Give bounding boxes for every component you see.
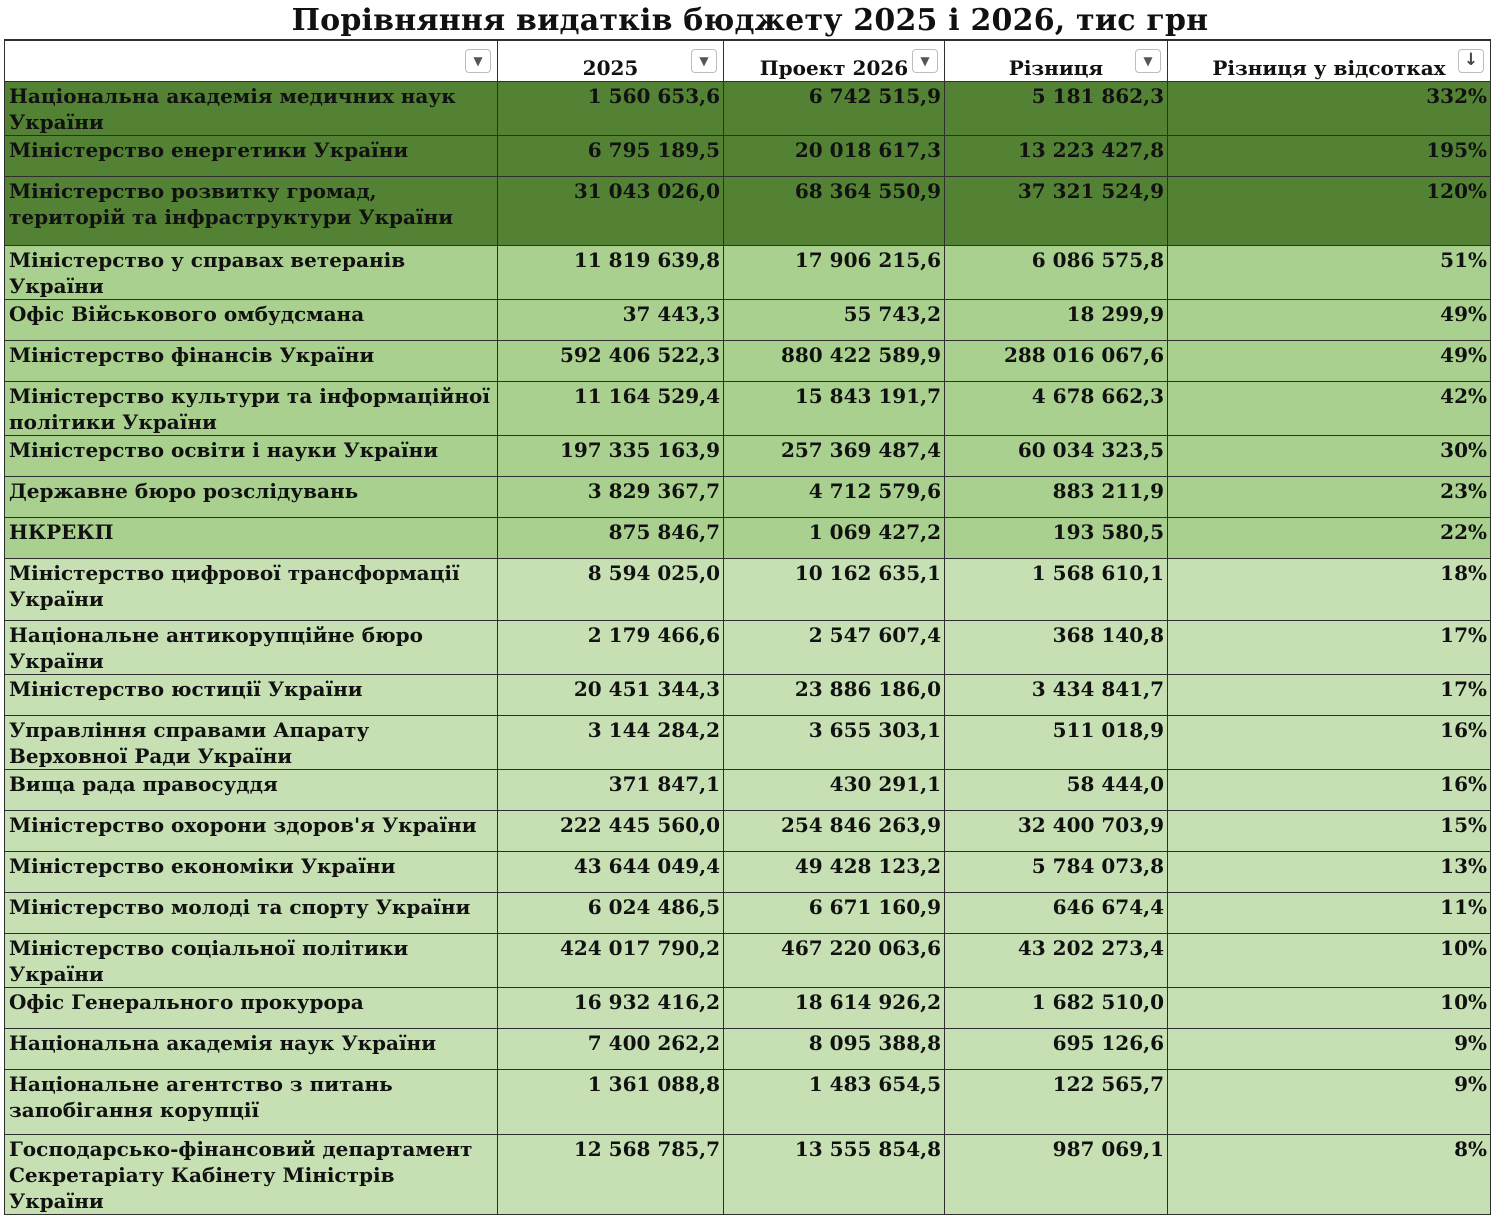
cell-percent[interactable]: 10% [1168,988,1491,1029]
column-header-diff[interactable] [945,40,1168,82]
cell-2026[interactable]: 17 906 215,6 [724,246,945,300]
column-header-percent[interactable] [1168,40,1491,82]
cell-department[interactable]: Управління справами Апарату Верховної Ради України [5,716,498,770]
cell-department[interactable]: Міністерство економіки України [5,852,498,893]
cell-2026[interactable]: 49 428 123,2 [724,852,945,893]
cell-2025[interactable]: 424 017 790,2 [498,934,724,988]
cell-department[interactable]: Державне бюро розслідувань [5,477,498,518]
cell-2025[interactable]: 875 846,7 [498,518,724,559]
cell-2025[interactable]: 2 179 466,6 [498,621,724,675]
cell-difference[interactable]: 60 034 323,5 [945,436,1168,477]
cell-department[interactable]: Вища рада правосуддя [5,770,498,811]
page-title: Порівняння видатків бюджету 2025 і 2026, тис грн [291,3,1209,38]
column-header-label: Різниця [1008,56,1104,80]
cell-2025[interactable]: 43 644 049,4 [498,852,724,893]
cell-percent[interactable]: 22% [1168,518,1491,559]
cell-department[interactable]: НКРЕКП [5,518,498,559]
filter-dropdown-icon[interactable]: ▼ [691,49,717,73]
cell-percent[interactable]: 8% [1168,1135,1491,1215]
cell-difference[interactable]: 511 018,9 [945,716,1168,770]
table-row [5,1029,1491,1070]
cell-2026[interactable]: 68 364 550,9 [724,177,945,246]
cell-department[interactable]: Національне антикорупційне бюро України [5,621,498,675]
table-row [5,136,1491,177]
cell-2026[interactable]: 18 614 926,2 [724,988,945,1029]
cell-2026[interactable]: 1 483 654,5 [724,1070,945,1135]
cell-percent[interactable]: 10% [1168,934,1491,988]
cell-percent[interactable]: 49% [1168,300,1491,341]
cell-2026[interactable]: 254 846 263,9 [724,811,945,852]
cell-difference[interactable]: 5 181 862,3 [945,82,1168,136]
cell-department[interactable]: Міністерство юстиції України [5,675,498,716]
column-header-name[interactable] [5,40,498,82]
cell-2025[interactable]: 7 400 262,2 [498,1029,724,1070]
cell-difference[interactable]: 37 321 524,9 [945,177,1168,246]
cell-2025[interactable]: 6 024 486,5 [498,893,724,934]
cell-2025[interactable]: 197 335 163,9 [498,436,724,477]
cell-department[interactable]: Міністерство освіти і науки України [5,436,498,477]
cell-department[interactable]: Міністерство охорони здоров'я України [5,811,498,852]
cell-2026[interactable]: 6 742 515,9 [724,82,945,136]
cell-department[interactable]: Національне агентство з питань запобігання корупції [5,1070,498,1135]
cell-difference[interactable]: 13 223 427,8 [945,136,1168,177]
table-row [5,436,1491,477]
cell-2025[interactable]: 592 406 522,3 [498,341,724,382]
header-row [5,40,1491,82]
cell-difference[interactable]: 883 211,9 [945,477,1168,518]
cell-2026[interactable]: 430 291,1 [724,770,945,811]
cell-department[interactable]: Міністерство цифрової трансформації України [5,559,498,621]
cell-2025[interactable]: 8 594 025,0 [498,559,724,621]
filter-dropdown-icon[interactable]: ▼ [1135,49,1161,73]
cell-department[interactable]: Міністерство у справах ветеранів України [5,246,498,300]
table-row [5,621,1491,675]
cell-2025[interactable]: 37 443,3 [498,300,724,341]
cell-2026[interactable]: 1 069 427,2 [724,518,945,559]
cell-2026[interactable]: 23 886 186,0 [724,675,945,716]
cell-2026[interactable]: 20 018 617,3 [724,136,945,177]
sort-descending-icon[interactable]: ↓ [1458,49,1484,73]
cell-percent[interactable]: 23% [1168,477,1491,518]
cell-difference[interactable]: 18 299,9 [945,300,1168,341]
cell-2025[interactable]: 6 795 189,5 [498,136,724,177]
cell-difference[interactable]: 695 126,6 [945,1029,1168,1070]
cell-department[interactable]: Міністерство розвитку громад, територій та інфраструктури України [5,177,498,246]
budget-table [4,39,1491,1215]
cell-percent[interactable]: 42% [1168,382,1491,436]
cell-2026[interactable]: 880 422 589,9 [724,341,945,382]
cell-2026[interactable]: 13 555 854,8 [724,1135,945,1215]
cell-2025[interactable]: 371 847,1 [498,770,724,811]
cell-department[interactable]: Міністерство молоді та спорту України [5,893,498,934]
cell-department[interactable]: Національна академія медичних наук України [5,82,498,136]
cell-percent[interactable]: 13% [1168,852,1491,893]
column-header-label: Проект 2026 [759,56,909,80]
cell-difference[interactable]: 193 580,5 [945,518,1168,559]
column-header-2025[interactable] [498,40,724,82]
cell-percent[interactable]: 17% [1168,621,1491,675]
cell-2025[interactable]: 3 829 367,7 [498,477,724,518]
cell-difference[interactable]: 3 434 841,7 [945,675,1168,716]
table-row [5,300,1491,341]
cell-difference[interactable]: 43 202 273,4 [945,934,1168,988]
cell-2026[interactable]: 6 671 160,9 [724,893,945,934]
table-row [5,852,1491,893]
cell-difference[interactable]: 368 140,8 [945,621,1168,675]
table-row [5,246,1491,300]
cell-percent[interactable]: 16% [1168,716,1491,770]
cell-percent[interactable]: 16% [1168,770,1491,811]
cell-department[interactable]: Міністерство культури та інформаційної політики України [5,382,498,436]
table-row [5,770,1491,811]
cell-department[interactable]: Міністерство соціальної політики України [5,934,498,988]
cell-difference[interactable]: 32 400 703,9 [945,811,1168,852]
cell-percent[interactable]: 30% [1168,436,1491,477]
table-row [5,1135,1491,1215]
cell-department[interactable]: Офіс Генерального прокурора [5,988,498,1029]
cell-2025[interactable]: 12 568 785,7 [498,1135,724,1215]
filter-dropdown-icon[interactable]: ▼ [465,49,491,73]
table-row [5,675,1491,716]
cell-percent[interactable]: 17% [1168,675,1491,716]
table-row [5,716,1491,770]
cell-department[interactable]: Національна академія наук України [5,1029,498,1070]
table-row [5,559,1491,621]
cell-2026[interactable]: 2 547 607,4 [724,621,945,675]
cell-difference[interactable]: 987 069,1 [945,1135,1168,1215]
cell-percent[interactable]: 51% [1168,246,1491,300]
table-row [5,934,1491,988]
cell-2025[interactable]: 11 164 529,4 [498,382,724,436]
cell-2025[interactable]: 222 445 560,0 [498,811,724,852]
cell-percent[interactable]: 18% [1168,559,1491,621]
cell-2025[interactable]: 31 043 026,0 [498,177,724,246]
cell-difference[interactable]: 6 086 575,8 [945,246,1168,300]
cell-2026[interactable]: 55 743,2 [724,300,945,341]
column-header-2026[interactable] [724,40,945,82]
cell-percent[interactable]: 11% [1168,893,1491,934]
cell-difference[interactable]: 122 565,7 [945,1070,1168,1135]
cell-difference[interactable]: 5 784 073,8 [945,852,1168,893]
cell-percent[interactable]: 15% [1168,811,1491,852]
cell-difference[interactable]: 4 678 662,3 [945,382,1168,436]
table-row [5,341,1491,382]
cell-difference[interactable]: 288 016 067,6 [945,341,1168,382]
cell-2025[interactable]: 1 361 088,8 [498,1070,724,1135]
cell-percent[interactable]: 332% [1168,82,1491,136]
cell-percent[interactable]: 49% [1168,341,1491,382]
filter-dropdown-icon[interactable]: ▼ [912,49,938,73]
cell-difference[interactable]: 646 674,4 [945,893,1168,934]
cell-2026[interactable]: 15 843 191,7 [724,382,945,436]
column-header-label: Різниця у відсотках [1212,56,1446,80]
cell-difference[interactable]: 58 444,0 [945,770,1168,811]
cell-department[interactable]: Міністерство фінансів України [5,341,498,382]
cell-department[interactable]: Офіс Військового омбудсмана [5,300,498,341]
table-row [5,177,1491,246]
cell-2025[interactable]: 11 819 639,8 [498,246,724,300]
table-row [5,811,1491,852]
cell-2026[interactable]: 467 220 063,6 [724,934,945,988]
cell-2025[interactable]: 16 932 416,2 [498,988,724,1029]
cell-percent[interactable]: 120% [1168,177,1491,246]
cell-department[interactable]: Міністерство енергетики України [5,136,498,177]
cell-2026[interactable]: 8 095 388,8 [724,1029,945,1070]
table-row [5,1070,1491,1135]
table-row [5,477,1491,518]
cell-2026[interactable]: 257 369 487,4 [724,436,945,477]
cell-percent[interactable]: 9% [1168,1070,1491,1135]
cell-2026[interactable]: 4 712 579,6 [724,477,945,518]
cell-percent[interactable]: 195% [1168,136,1491,177]
cell-2026[interactable]: 3 655 303,1 [724,716,945,770]
table-row [5,893,1491,934]
table-row [5,518,1491,559]
cell-department[interactable]: Господарсько-фінансовий департамент Секретаріату Кабінету Міністрів України [5,1135,498,1215]
cell-difference[interactable]: 1 568 610,1 [945,559,1168,621]
column-header-label: 2025 [582,56,639,80]
cell-2025[interactable]: 20 451 344,3 [498,675,724,716]
cell-2025[interactable]: 1 560 653,6 [498,82,724,136]
cell-difference[interactable]: 1 682 510,0 [945,988,1168,1029]
table-row [5,82,1491,136]
cell-2026[interactable]: 10 162 635,1 [724,559,945,621]
table-row [5,988,1491,1029]
cell-2025[interactable]: 3 144 284,2 [498,716,724,770]
table-row [5,382,1491,436]
cell-percent[interactable]: 9% [1168,1029,1491,1070]
